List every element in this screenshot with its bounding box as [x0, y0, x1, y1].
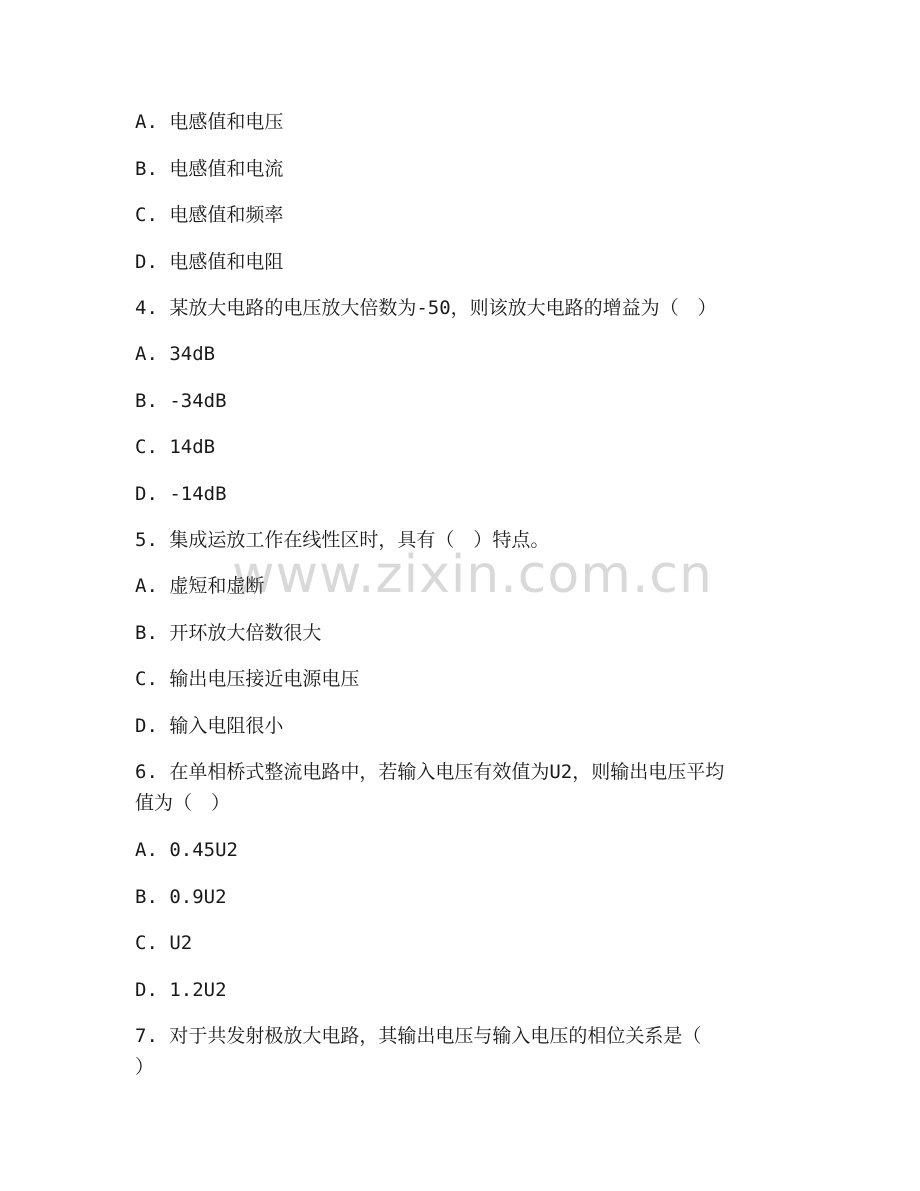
option-d-q3: D. 电感值和电阻	[135, 251, 284, 273]
option-c-q3: C. 电感值和频率	[135, 204, 284, 226]
option-c-q5: C. 输出电压接近电源电压	[135, 668, 360, 690]
option-c-q6: C. U2	[135, 932, 193, 954]
question-6-line-1: 6. 在单相桥式整流电路中，若输入电压有效值为U2，则输出电压平均	[135, 761, 725, 783]
option-a-q3: A. 电感值和电压	[135, 111, 284, 133]
option-d-q5: D. 输入电阻很小	[135, 715, 284, 737]
option-d-q6: D. 1.2U2	[135, 979, 227, 1001]
question-6-line-2: 值为（ ）	[135, 792, 231, 814]
option-a-q5: A. 虚短和虚断	[135, 575, 265, 597]
question-4: 4. 某放大电路的电压放大倍数为-50，则该放大电路的增益为（ ）	[135, 297, 717, 319]
option-b-q6: B. 0.9U2	[135, 886, 227, 908]
watermark: www.zixin.com.cn	[232, 545, 713, 605]
option-d-q4: D. -14dB	[135, 483, 227, 505]
option-c-q4: C. 14dB	[135, 436, 216, 458]
option-a-q4: A. 34dB	[135, 343, 216, 365]
option-a-q6: A. 0.45U2	[135, 839, 238, 861]
option-b-q5: B. 开环放大倍数很大	[135, 622, 322, 644]
question-5: 5. 集成运放工作在线性区时，具有（ ）特点。	[135, 529, 550, 551]
option-b-q4: B. -34dB	[135, 390, 227, 412]
question-7-line-1: 7. 对于共发射极放大电路，其输出电压与输入电压的相位关系是（	[135, 1025, 702, 1047]
option-b-q3: B. 电感值和电流	[135, 158, 284, 180]
question-7-line-2: ）	[135, 1056, 155, 1078]
